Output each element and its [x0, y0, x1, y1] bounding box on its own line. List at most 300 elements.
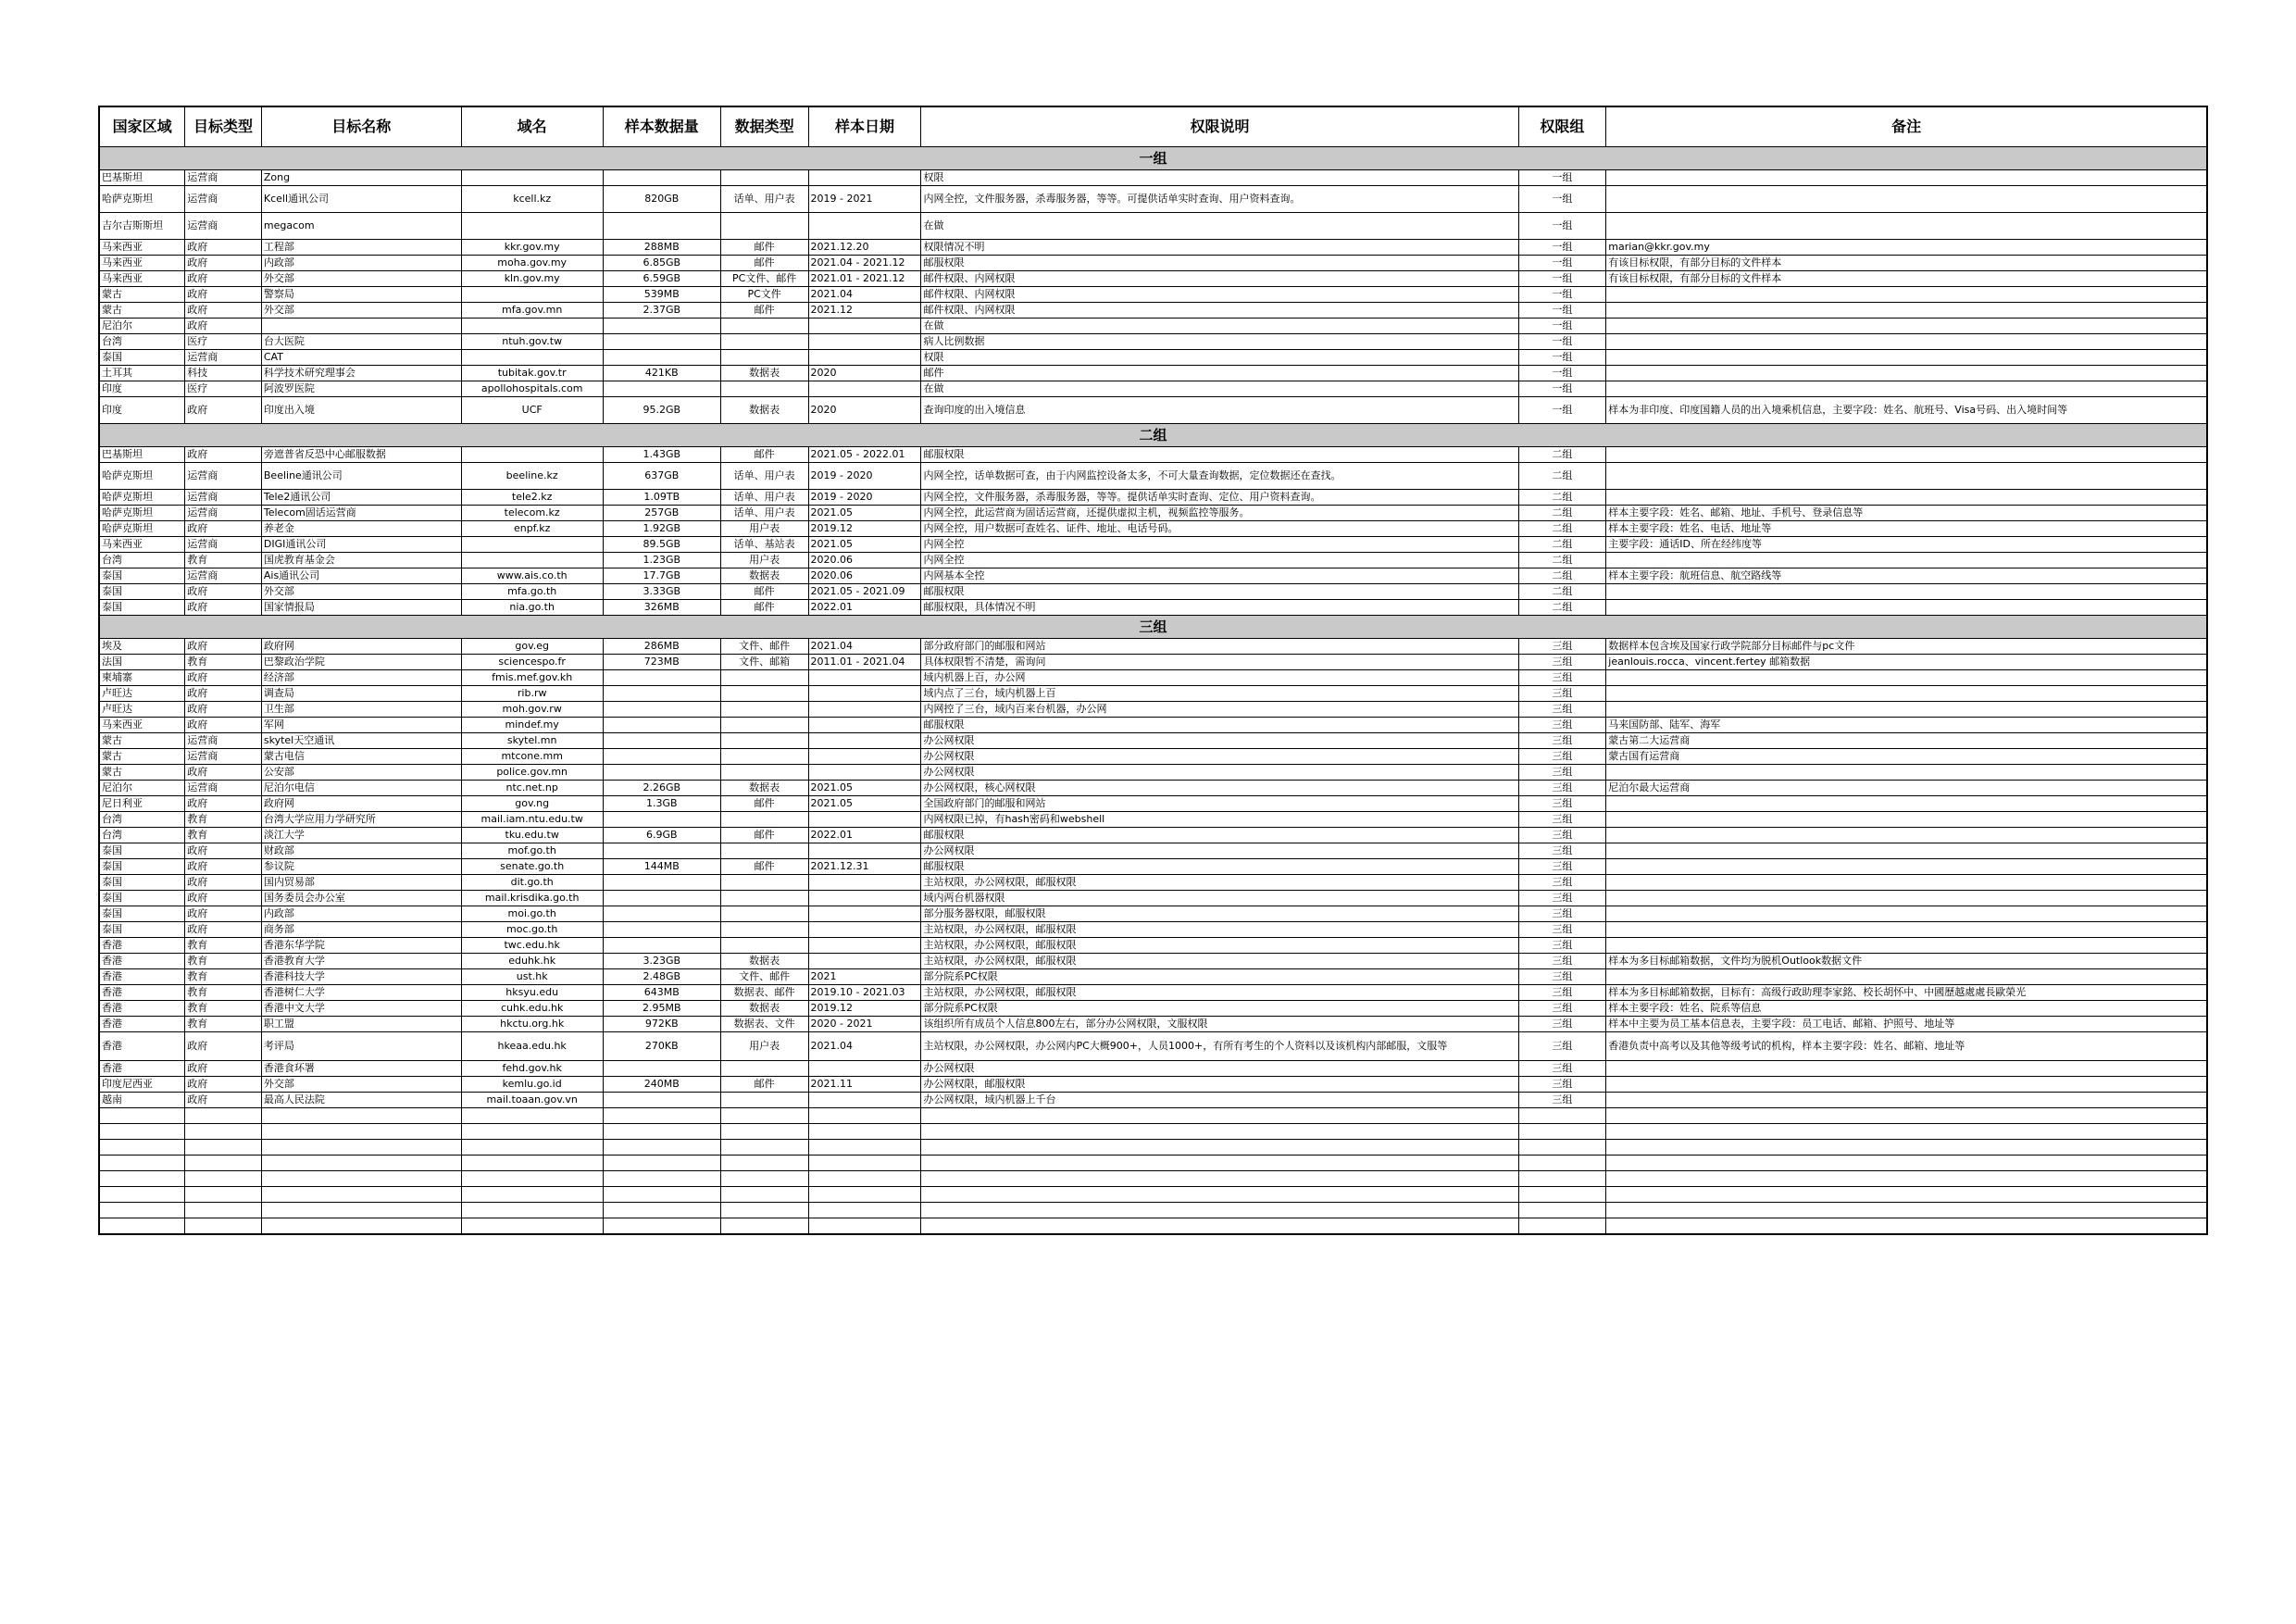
cell-notes: [1606, 875, 2207, 891]
cell-data-type: [720, 350, 808, 366]
cell-permission-desc: 内网全控，用户数据可查姓名、证件、地址、电话号码。: [921, 521, 1518, 537]
cell-target-name: 国务委员会办公室: [261, 891, 461, 906]
empty-cell: [1518, 1171, 1606, 1187]
empty-cell: [461, 1171, 603, 1187]
cell-country: 柬埔寨: [99, 670, 185, 686]
empty-cell: [1518, 1218, 1606, 1235]
cell-notes: [1606, 686, 2207, 702]
cell-permission-group: 三组: [1518, 655, 1606, 670]
empty-cell: [921, 1171, 1518, 1187]
cell-permission-desc: 部分服务器权限，邮服权限: [921, 906, 1518, 922]
cell-target-name: 巴黎政治学院: [261, 655, 461, 670]
cell-target-name: 政府网: [261, 796, 461, 812]
cell-target-type: 教育: [185, 969, 262, 985]
empty-cell: [720, 1108, 808, 1124]
cell-notes: [1606, 287, 2207, 303]
cell-sample-date: 2021.11: [808, 1077, 921, 1093]
table-row: [99, 381, 2207, 397]
cell-country: 哈萨克斯坦: [99, 506, 185, 521]
cell-country: 哈萨克斯坦: [99, 186, 185, 213]
cell-notes: 马来国防部、陆军、海军: [1606, 718, 2207, 733]
cell-domain: [461, 447, 603, 463]
cell-sample-size: [603, 381, 720, 397]
header-target-name: 目标名称: [261, 106, 461, 147]
cell-data-type: 话单、用户表: [720, 506, 808, 521]
cell-notes: [1606, 922, 2207, 938]
cell-sample-size: [603, 686, 720, 702]
cell-domain: sciencespo.fr: [461, 655, 603, 670]
table-row: [99, 600, 2207, 616]
cell-target-name: 香港食环署: [261, 1061, 461, 1077]
empty-cell: [1606, 1140, 2207, 1156]
cell-domain: beeline.kz: [461, 463, 603, 490]
cell-permission-desc: 在做: [921, 213, 1518, 240]
cell-permission-desc: 主站权限，办公网权限，邮服权限: [921, 938, 1518, 954]
cell-country: 香港: [99, 1061, 185, 1077]
table-row: [99, 319, 2207, 334]
cell-notes: [1606, 702, 2207, 718]
cell-domain: police.gov.mn: [461, 765, 603, 781]
cell-permission-desc: 办公网权限: [921, 1061, 1518, 1077]
cell-sample-date: [808, 843, 921, 859]
table-row: [99, 985, 2207, 1001]
cell-permission-desc: 主站权限，办公网权限，邮服权限: [921, 954, 1518, 969]
cell-permission-group: 三组: [1518, 702, 1606, 718]
cell-target-name: 台大医院: [261, 334, 461, 350]
header-data-type: 数据类型: [720, 106, 808, 147]
cell-country: 巴基斯坦: [99, 447, 185, 463]
cell-permission-group: 三组: [1518, 1017, 1606, 1032]
cell-domain: ust.hk: [461, 969, 603, 985]
empty-cell: [1606, 1218, 2207, 1235]
empty-cell: [921, 1156, 1518, 1171]
cell-target-type: 政府: [185, 702, 262, 718]
cell-sample-size: 288MB: [603, 240, 720, 256]
cell-country: 尼泊尔: [99, 781, 185, 796]
cell-target-type: 政府: [185, 287, 262, 303]
cell-country: 卢旺达: [99, 686, 185, 702]
cell-data-type: [720, 875, 808, 891]
cell-country: 马来西亚: [99, 271, 185, 287]
cell-permission-group: 三组: [1518, 906, 1606, 922]
table-row: [99, 463, 2207, 490]
cell-permission-desc: 内网全控，文件服务器，杀毒服务器，等等。提供话单实时查询、定位、用户资料查询。: [921, 490, 1518, 506]
empty-cell: [461, 1108, 603, 1124]
cell-country: 卢旺达: [99, 702, 185, 718]
table-row: [99, 256, 2207, 271]
cell-domain: eduhk.hk: [461, 954, 603, 969]
cell-permission-desc: 办公网权限: [921, 733, 1518, 749]
cell-sample-size: 3.23GB: [603, 954, 720, 969]
cell-notes: 蒙古国有运营商: [1606, 749, 2207, 765]
cell-data-type: [720, 686, 808, 702]
cell-sample-date: 2021.05: [808, 537, 921, 553]
cell-sample-size: 286MB: [603, 639, 720, 655]
cell-target-type: 运营商: [185, 186, 262, 213]
cell-country: 香港: [99, 1017, 185, 1032]
cell-permission-group: 三组: [1518, 812, 1606, 828]
cell-target-type: 政府: [185, 397, 262, 424]
cell-sample-size: 421KB: [603, 366, 720, 381]
empty-cell: [603, 1218, 720, 1235]
cell-country: 尼日利亚: [99, 796, 185, 812]
empty-cell: [99, 1203, 185, 1218]
cell-target-type: 政府: [185, 765, 262, 781]
cell-target-name: Beeline通讯公司: [261, 463, 461, 490]
cell-permission-group: 一组: [1518, 240, 1606, 256]
cell-data-type: 邮件: [720, 584, 808, 600]
cell-target-name: 外交部: [261, 1077, 461, 1093]
cell-data-type: [720, 812, 808, 828]
cell-permission-group: 三组: [1518, 985, 1606, 1001]
cell-permission-desc: 内网全控，话单数据可查，由于内网监控设备太多，不可大量查询数据，定位数据还在查找。: [921, 463, 1518, 490]
cell-permission-group: 三组: [1518, 718, 1606, 733]
table-row: [99, 702, 2207, 718]
cell-permission-desc: 邮件权限、内网权限: [921, 303, 1518, 319]
cell-sample-date: [808, 749, 921, 765]
cell-target-name: 商务部: [261, 922, 461, 938]
cell-sample-date: [808, 334, 921, 350]
cell-permission-group: 一组: [1518, 350, 1606, 366]
cell-permission-group: 一组: [1518, 213, 1606, 240]
table-row: [99, 843, 2207, 859]
cell-permission-group: 三组: [1518, 639, 1606, 655]
cell-target-type: 政府: [185, 584, 262, 600]
cell-target-name: 调查局: [261, 686, 461, 702]
cell-sample-date: 2020: [808, 366, 921, 381]
empty-row: [99, 1140, 2207, 1156]
cell-sample-size: [603, 1093, 720, 1108]
empty-cell: [185, 1203, 262, 1218]
cell-country: 泰国: [99, 875, 185, 891]
cell-data-type: 文件、邮件: [720, 969, 808, 985]
empty-cell: [461, 1218, 603, 1235]
empty-cell: [808, 1124, 921, 1140]
cell-sample-date: [808, 765, 921, 781]
cell-permission-desc: 内网全控: [921, 553, 1518, 568]
cell-target-type: 运营商: [185, 463, 262, 490]
cell-target-type: 政府: [185, 521, 262, 537]
cell-domain: nia.go.th: [461, 600, 603, 616]
table-row: [99, 891, 2207, 906]
cell-permission-group: 二组: [1518, 506, 1606, 521]
cell-notes: [1606, 170, 2207, 186]
cell-target-type: 医疗: [185, 334, 262, 350]
empty-cell: [1518, 1124, 1606, 1140]
cell-target-name: CAT: [261, 350, 461, 366]
cell-sample-size: [603, 875, 720, 891]
group-title: 一组: [99, 147, 2207, 170]
cell-permission-group: 一组: [1518, 256, 1606, 271]
cell-target-type: 政府: [185, 1077, 262, 1093]
empty-cell: [808, 1108, 921, 1124]
cell-target-name: 香港树仁大学: [261, 985, 461, 1001]
empty-cell: [185, 1218, 262, 1235]
empty-cell: [461, 1124, 603, 1140]
empty-cell: [720, 1187, 808, 1203]
cell-data-type: 用户表: [720, 521, 808, 537]
cell-country: 泰国: [99, 600, 185, 616]
cell-permission-group: 三组: [1518, 875, 1606, 891]
cell-notes: 样本主要字段：姓名、电话、地址等: [1606, 521, 2207, 537]
cell-domain: [461, 213, 603, 240]
cell-permission-group: 二组: [1518, 490, 1606, 506]
table-row: [99, 922, 2207, 938]
cell-target-type: 政府: [185, 639, 262, 655]
cell-target-name: [261, 319, 461, 334]
cell-country: 埃及: [99, 639, 185, 655]
cell-notes: [1606, 490, 2207, 506]
cell-permission-desc: 域内点了三台，域内机器上百: [921, 686, 1518, 702]
cell-target-type: 教育: [185, 812, 262, 828]
cell-target-type: 政府: [185, 271, 262, 287]
cell-permission-group: 一组: [1518, 186, 1606, 213]
table-row: [99, 506, 2207, 521]
cell-permission-group: 二组: [1518, 447, 1606, 463]
cell-sample-date: [808, 319, 921, 334]
cell-target-type: 运营商: [185, 213, 262, 240]
cell-data-type: 用户表: [720, 1032, 808, 1061]
cell-country: 蒙古: [99, 287, 185, 303]
cell-sample-date: 2021.04 - 2021.12: [808, 256, 921, 271]
cell-permission-group: 一组: [1518, 287, 1606, 303]
cell-notes: [1606, 938, 2207, 954]
empty-cell: [261, 1156, 461, 1171]
cell-permission-group: 一组: [1518, 170, 1606, 186]
cell-permission-group: 三组: [1518, 749, 1606, 765]
cell-data-type: 邮件: [720, 240, 808, 256]
empty-cell: [99, 1171, 185, 1187]
cell-country: 泰国: [99, 584, 185, 600]
cell-sample-date: 2021.12: [808, 303, 921, 319]
empty-cell: [808, 1140, 921, 1156]
cell-country: 台湾: [99, 553, 185, 568]
cell-sample-size: [603, 319, 720, 334]
cell-country: 哈萨克斯坦: [99, 463, 185, 490]
cell-data-type: 邮件: [720, 796, 808, 812]
cell-permission-desc: 权限情况不明: [921, 240, 1518, 256]
cell-permission-desc: 邮件: [921, 366, 1518, 381]
empty-cell: [99, 1140, 185, 1156]
cell-target-name: 蒙古电信: [261, 749, 461, 765]
cell-sample-size: 2.95MB: [603, 1001, 720, 1017]
cell-target-type: 政府: [185, 843, 262, 859]
empty-cell: [921, 1108, 1518, 1124]
cell-sample-date: [808, 686, 921, 702]
cell-data-type: [720, 213, 808, 240]
cell-domain: ntuh.gov.tw: [461, 334, 603, 350]
cell-domain: tubitak.gov.tr: [461, 366, 603, 381]
cell-sample-size: 2.37GB: [603, 303, 720, 319]
cell-data-type: 文件、邮件: [720, 639, 808, 655]
cell-data-type: 数据表: [720, 397, 808, 424]
cell-domain: twc.edu.hk: [461, 938, 603, 954]
cell-data-type: [720, 906, 808, 922]
empty-cell: [1518, 1203, 1606, 1218]
cell-sample-date: 2020.06: [808, 568, 921, 584]
cell-permission-desc: 查询印度的出入境信息: [921, 397, 1518, 424]
cell-domain: kemlu.go.id: [461, 1077, 603, 1093]
cell-permission-desc: 邮服权限: [921, 256, 1518, 271]
table-row: [99, 537, 2207, 553]
cell-permission-desc: 该组织所有成员个人信息800左右，部分办公网权限，文服权限: [921, 1017, 1518, 1032]
cell-permission-group: 三组: [1518, 1093, 1606, 1108]
cell-target-name: 外交部: [261, 584, 461, 600]
cell-sample-size: 257GB: [603, 506, 720, 521]
cell-notes: [1606, 969, 2207, 985]
cell-notes: [1606, 350, 2207, 366]
cell-data-type: 数据表: [720, 1001, 808, 1017]
empty-cell: [1518, 1140, 1606, 1156]
cell-sample-size: 2.48GB: [603, 969, 720, 985]
cell-sample-date: [808, 1093, 921, 1108]
cell-country: 马来西亚: [99, 256, 185, 271]
cell-permission-desc: 内网全控，文件服务器，杀毒服务器，等等。可提供话单实时查询、用户资料查询。: [921, 186, 1518, 213]
cell-notes: [1606, 828, 2207, 843]
cell-target-name: 淡江大学: [261, 828, 461, 843]
table-row: [99, 655, 2207, 670]
cell-notes: [1606, 859, 2207, 875]
cell-sample-size: 270KB: [603, 1032, 720, 1061]
cell-sample-size: [603, 170, 720, 186]
cell-permission-desc: 办公网权限: [921, 749, 1518, 765]
cell-sample-size: 1.92GB: [603, 521, 720, 537]
cell-permission-desc: 邮服权限: [921, 718, 1518, 733]
cell-permission-desc: 邮件权限、内网权限: [921, 271, 1518, 287]
empty-cell: [1606, 1156, 2207, 1171]
cell-notes: [1606, 334, 2207, 350]
cell-country: 蒙古: [99, 733, 185, 749]
cell-sample-date: 2021.05: [808, 781, 921, 796]
cell-target-name: 政府网: [261, 639, 461, 655]
cell-country: 印度: [99, 381, 185, 397]
cell-sample-date: [808, 812, 921, 828]
cell-permission-desc: 病人比例数据: [921, 334, 1518, 350]
cell-country: 越南: [99, 1093, 185, 1108]
cell-permission-group: 三组: [1518, 1077, 1606, 1093]
cell-permission-group: 三组: [1518, 781, 1606, 796]
cell-permission-group: 三组: [1518, 969, 1606, 985]
cell-target-name: 内政部: [261, 906, 461, 922]
cell-sample-size: 240MB: [603, 1077, 720, 1093]
group-header-row: [99, 147, 2207, 170]
cell-sample-size: 95.2GB: [603, 397, 720, 424]
cell-sample-date: [808, 381, 921, 397]
header-permission-group: 权限组: [1518, 106, 1606, 147]
cell-sample-size: 539MB: [603, 287, 720, 303]
cell-sample-date: 2019.12: [808, 521, 921, 537]
empty-cell: [720, 1156, 808, 1171]
empty-cell: [185, 1171, 262, 1187]
cell-country: 哈萨克斯坦: [99, 490, 185, 506]
cell-domain: moc.go.th: [461, 922, 603, 938]
cell-notes: [1606, 381, 2207, 397]
cell-sample-date: [808, 922, 921, 938]
cell-target-type: 政府: [185, 447, 262, 463]
cell-target-type: 运营商: [185, 537, 262, 553]
cell-sample-size: [603, 906, 720, 922]
empty-cell: [261, 1124, 461, 1140]
cell-notes: [1606, 584, 2207, 600]
cell-target-name: Tele2通讯公司: [261, 490, 461, 506]
cell-country: 泰国: [99, 906, 185, 922]
header-sample-size: 样本数据量: [603, 106, 720, 147]
cell-domain: telecom.kz: [461, 506, 603, 521]
cell-permission-desc: 内网全控，此运营商为固话运营商，还提供虚拟主机，视频监控等服务。: [921, 506, 1518, 521]
table-row: [99, 969, 2207, 985]
cell-notes: 样本为多目标邮箱数据，目标有：高级行政助理李家銘、校长胡怀中、中國歷越處處長歐榮光: [1606, 985, 2207, 1001]
cell-permission-desc: 域内两台机器权限: [921, 891, 1518, 906]
table-row: [99, 1017, 2207, 1032]
cell-data-type: 邮件: [720, 600, 808, 616]
header-country: 国家区域: [99, 106, 185, 147]
cell-domain: [461, 287, 603, 303]
cell-sample-date: [808, 906, 921, 922]
empty-cell: [808, 1203, 921, 1218]
cell-sample-size: 6.59GB: [603, 271, 720, 287]
cell-data-type: [720, 702, 808, 718]
empty-cell: [603, 1171, 720, 1187]
cell-permission-group: 三组: [1518, 796, 1606, 812]
cell-target-type: 政府: [185, 1032, 262, 1061]
cell-notes: marian@kkr.gov.my: [1606, 240, 2207, 256]
cell-data-type: [720, 938, 808, 954]
cell-permission-desc: 部分院系PC权限: [921, 969, 1518, 985]
cell-sample-size: [603, 922, 720, 938]
cell-permission-group: 三组: [1518, 1061, 1606, 1077]
table-row: [99, 1061, 2207, 1077]
cell-data-type: PC文件: [720, 287, 808, 303]
cell-target-type: 政府: [185, 796, 262, 812]
cell-country: 香港: [99, 985, 185, 1001]
cell-target-type: 教育: [185, 1017, 262, 1032]
table-row: [99, 938, 2207, 954]
cell-notes: jeanlouis.rocca、vincent.fertey 邮箱数据: [1606, 655, 2207, 670]
table-row: [99, 334, 2207, 350]
cell-permission-desc: 办公网权限，域内机器上千台: [921, 1093, 1518, 1108]
cell-data-type: 数据表: [720, 954, 808, 969]
group-title: 三组: [99, 616, 2207, 639]
cell-country: 泰国: [99, 891, 185, 906]
table-row: [99, 584, 2207, 600]
cell-country: 巴基斯坦: [99, 170, 185, 186]
cell-domain: [461, 537, 603, 553]
cell-sample-size: 1.09TB: [603, 490, 720, 506]
cell-data-type: 邮件: [720, 256, 808, 271]
cell-permission-group: 三组: [1518, 1032, 1606, 1061]
cell-data-type: 邮件: [720, 1077, 808, 1093]
table-row: [99, 213, 2207, 240]
cell-target-type: 政府: [185, 319, 262, 334]
cell-permission-desc: 内网控了三台，域内百来台机器，办公网: [921, 702, 1518, 718]
cell-notes: [1606, 447, 2207, 463]
cell-notes: [1606, 303, 2207, 319]
cell-notes: 蒙古第二大运营商: [1606, 733, 2207, 749]
cell-target-type: 政府: [185, 718, 262, 733]
group-header-row: [99, 424, 2207, 447]
cell-sample-size: 1.43GB: [603, 447, 720, 463]
table-row: [99, 749, 2207, 765]
cell-data-type: 话单、用户表: [720, 490, 808, 506]
cell-target-name: skytel天空通讯: [261, 733, 461, 749]
empty-cell: [261, 1203, 461, 1218]
cell-sample-size: [603, 812, 720, 828]
empty-cell: [99, 1124, 185, 1140]
cell-sample-date: 2022.01: [808, 828, 921, 843]
empty-cell: [1606, 1108, 2207, 1124]
cell-data-type: [720, 718, 808, 733]
empty-cell: [261, 1140, 461, 1156]
